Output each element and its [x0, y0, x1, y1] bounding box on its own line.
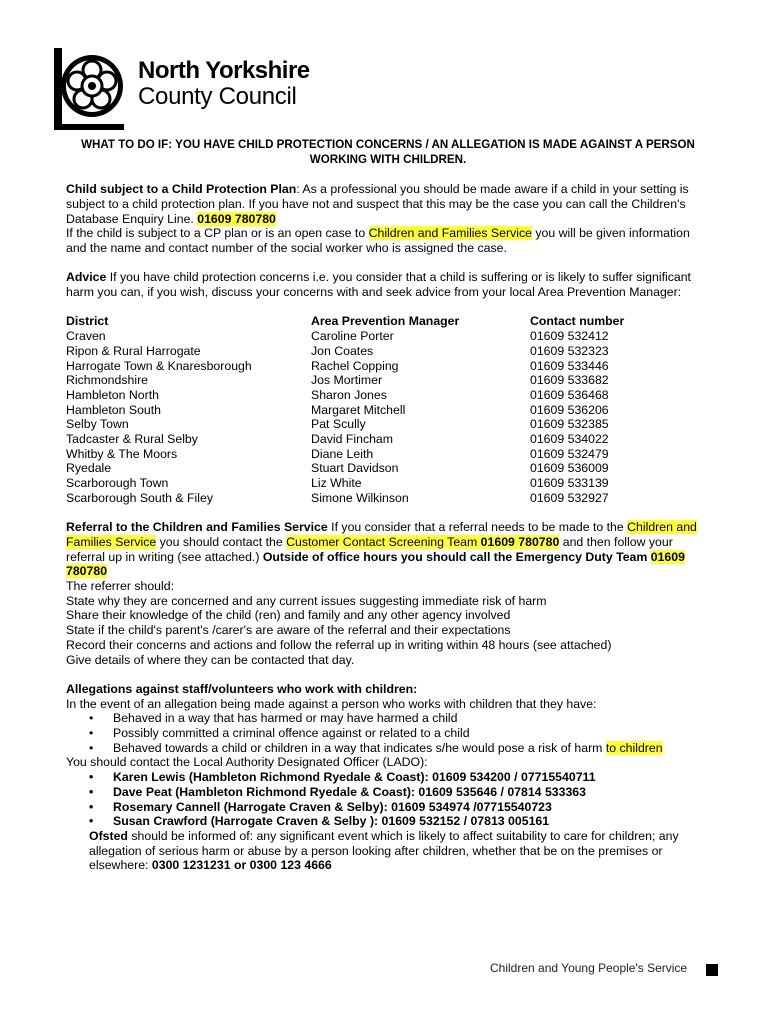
phone-cell: 01609 533139	[530, 476, 609, 491]
ofsted-label: Ofsted	[89, 828, 128, 843]
column-header: Area Prevention Manager	[311, 314, 460, 329]
district-cell: Harrogate Town & Knaresborough	[66, 358, 252, 373]
cp-text-2: If the child is subject to a CP plan or is an open case to	[66, 226, 369, 241]
ofsted-paragraph	[66, 829, 706, 873]
referral-text-3: and then follow your referral up in writing (see attached.)	[66, 534, 673, 564]
manager-cell: Pat Scully	[311, 417, 366, 432]
district-cell: Ryedale	[66, 461, 112, 476]
table-header-row	[66, 314, 666, 329]
referral-text-2: you should contact the	[156, 534, 287, 549]
lado-intro: You should contact the Local Authority Designated Officer (LADO):	[66, 755, 428, 770]
referral-text: If you consider that a referral needs to be made to the	[327, 520, 628, 535]
table-row	[66, 388, 666, 403]
page-title: WHAT TO DO IF: YOU HAVE CHILD PROTECTION CONCERNS / AN ALLEGATION IS MADE AGAINST A PERSON WORKING WITH CHILDREN.	[81, 138, 695, 166]
referral-line: The referrer should:	[66, 579, 174, 594]
district-cell: Craven	[66, 329, 106, 344]
service-highlight: Children and Families Service	[368, 226, 532, 241]
emergency-phone: 01609 780780	[66, 549, 685, 579]
phone-cell: 01609 536009	[530, 461, 609, 476]
document-body	[66, 138, 706, 873]
phone-cell: 01609 534022	[530, 432, 609, 447]
list-item	[66, 741, 706, 756]
logo-name: North Yorkshire	[138, 57, 310, 84]
allegation-bullets	[66, 711, 706, 755]
ofsted-text: should be informed of: any significant event which is likely to affect suitability to care for children; any allegation of serious harm or abuse by a person looking after children, whether that be on the premises or elsewhere:	[89, 828, 679, 873]
allegations-label: Allegations against staff/volunteers who work with children:	[66, 681, 418, 696]
table-row	[66, 373, 666, 388]
table-row	[66, 344, 666, 359]
manager-cell: Jon Coates	[311, 343, 374, 358]
allegations-heading	[66, 682, 706, 697]
cp-paragraph	[66, 182, 706, 256]
district-cell: Ripon & Rural Harrogate	[66, 343, 201, 358]
advice-label: Advice	[66, 270, 107, 285]
logo-subtitle: County Council	[138, 83, 297, 110]
bullet-text: Behaved towards a child or children in a way that indicates s/he would pose a risk of harm	[113, 740, 606, 755]
lado-contact: • Susan Crawford (Harrogate Craven & Selby ): 01609 532152 / 07813 005161	[66, 814, 706, 829]
referral-line: Give details of where they can be contacted that day.	[66, 652, 355, 667]
manager-cell: Diane Leith	[311, 446, 374, 461]
council-logo	[50, 46, 360, 132]
column-header: Contact number	[530, 314, 625, 329]
referral-line: State why they are concerned and any current issues suggesting immediate risk of harm	[66, 593, 547, 608]
cp-text-3: you will be given information and the name and contact number of the social worker who is assigned the case.	[66, 226, 690, 255]
phone-cell: 01609 536468	[530, 387, 609, 402]
cp-text: : As a professional you should be made aware if a child in your setting is subject to a child protection plan. If you have not and suspect that this may be the case you can call the Children's Database Enquiry Line.	[66, 182, 689, 226]
table-row	[66, 447, 666, 462]
column-header: District	[66, 314, 109, 329]
district-cell: Selby Town	[66, 417, 129, 432]
district-cell: Scarborough South & Filey	[66, 490, 213, 505]
district-cell: Scarborough Town	[66, 476, 169, 491]
table-row	[66, 329, 666, 344]
ofsted-phone: 0300 1231231 or 0300 123 4666	[151, 858, 332, 873]
table-row	[66, 461, 666, 476]
table-row	[66, 491, 666, 506]
list-item: • Possibly committed a criminal offence against or related to a child	[66, 726, 706, 741]
manager-cell: Sharon Jones	[311, 387, 387, 402]
phone-cell: 01609 532479	[530, 446, 609, 461]
manager-cell: Caroline Porter	[311, 329, 394, 344]
phone-cell: 01609 532323	[530, 343, 609, 358]
screening-team-highlight: Customer Contact Screening Team	[286, 534, 478, 549]
cp-label: Child subject to a Child Protection Plan	[66, 182, 297, 197]
lado-list	[66, 770, 706, 829]
advice-text: If you have child protection concerns i.e. you consider that a child is suffering or is likely to suffer significant harm you can, if you wish, discuss your concerns with and seek advice from your local Area Prevention Manager:	[66, 270, 691, 299]
lado-contact: • Rosemary Cannell (Harrogate Craven & Selby): 01609 534974 /07715540723	[66, 800, 706, 815]
advice-paragraph	[66, 270, 706, 299]
manager-cell: Liz White	[311, 476, 362, 491]
referral-line: State if the child's parent's /carer's are aware of the referral and their expectations	[66, 623, 511, 638]
manager-cell: David Fincham	[311, 432, 394, 447]
lado-contact: • Dave Peat (Hambleton Richmond Ryedale & Coast): 01609 535646 / 07814 533363	[66, 785, 706, 800]
manager-cell: Simone Wilkinson	[311, 490, 409, 505]
table-row	[66, 417, 666, 432]
phone-cell: 01609 533446	[530, 358, 609, 373]
footer-text: Children and Young People's Service	[490, 961, 688, 975]
referral-paragraph	[66, 520, 706, 579]
district-cell: Richmondshire	[66, 373, 149, 388]
table-row	[66, 403, 666, 418]
bullet-highlight: to children	[605, 740, 663, 755]
screening-phone: 01609 780780	[480, 534, 560, 549]
district-contacts-table	[66, 314, 666, 505]
database-phone: 01609 780780	[197, 211, 276, 226]
manager-cell: Stuart Davidson	[311, 461, 399, 476]
lado-contact: • Karen Lewis (Hambleton Richmond Ryedale & Coast): 01609 534200 / 07715540711	[66, 770, 706, 785]
manager-cell: Rachel Copping	[311, 358, 399, 373]
table-row	[66, 476, 666, 491]
table-row	[66, 359, 666, 374]
service-highlight: Children and Families Service	[66, 520, 697, 549]
phone-cell: 01609 536206	[530, 402, 609, 417]
district-cell: Whitby & The Moors	[66, 446, 178, 461]
referral-line: Record their concerns and actions and follow the referral up in writing within 48 hours (see attached)	[66, 637, 612, 652]
list-item: • Behaved in a way that has harmed or may have harmed a child	[66, 711, 706, 726]
phone-cell: 01609 533682	[530, 373, 609, 388]
yorkshire-rose-logo-icon	[50, 46, 132, 130]
phone-cell: 01609 532412	[530, 329, 609, 344]
referral-label: Referral to the Children and Families Service	[66, 520, 328, 535]
phone-cell: 01609 532385	[530, 417, 609, 432]
table-row	[66, 432, 666, 447]
district-cell: Hambleton North	[66, 387, 159, 402]
district-cell: Tadcaster & Rural Selby	[66, 432, 198, 447]
manager-cell: Jos Mortimer	[311, 373, 383, 388]
out-of-hours-text: Outside of office hours you should call the Emergency Duty Team	[262, 549, 648, 564]
allegations-intro: In the event of an allegation being made against a person who works with children that they have:	[66, 696, 597, 711]
manager-cell: Margaret Mitchell	[311, 402, 406, 417]
footer-square-icon	[706, 964, 718, 976]
district-cell: Hambleton South	[66, 402, 162, 417]
phone-cell: 01609 532927	[530, 490, 609, 505]
referral-line: Share their knowledge of the child (ren) and family and any other agency involved	[66, 608, 511, 623]
